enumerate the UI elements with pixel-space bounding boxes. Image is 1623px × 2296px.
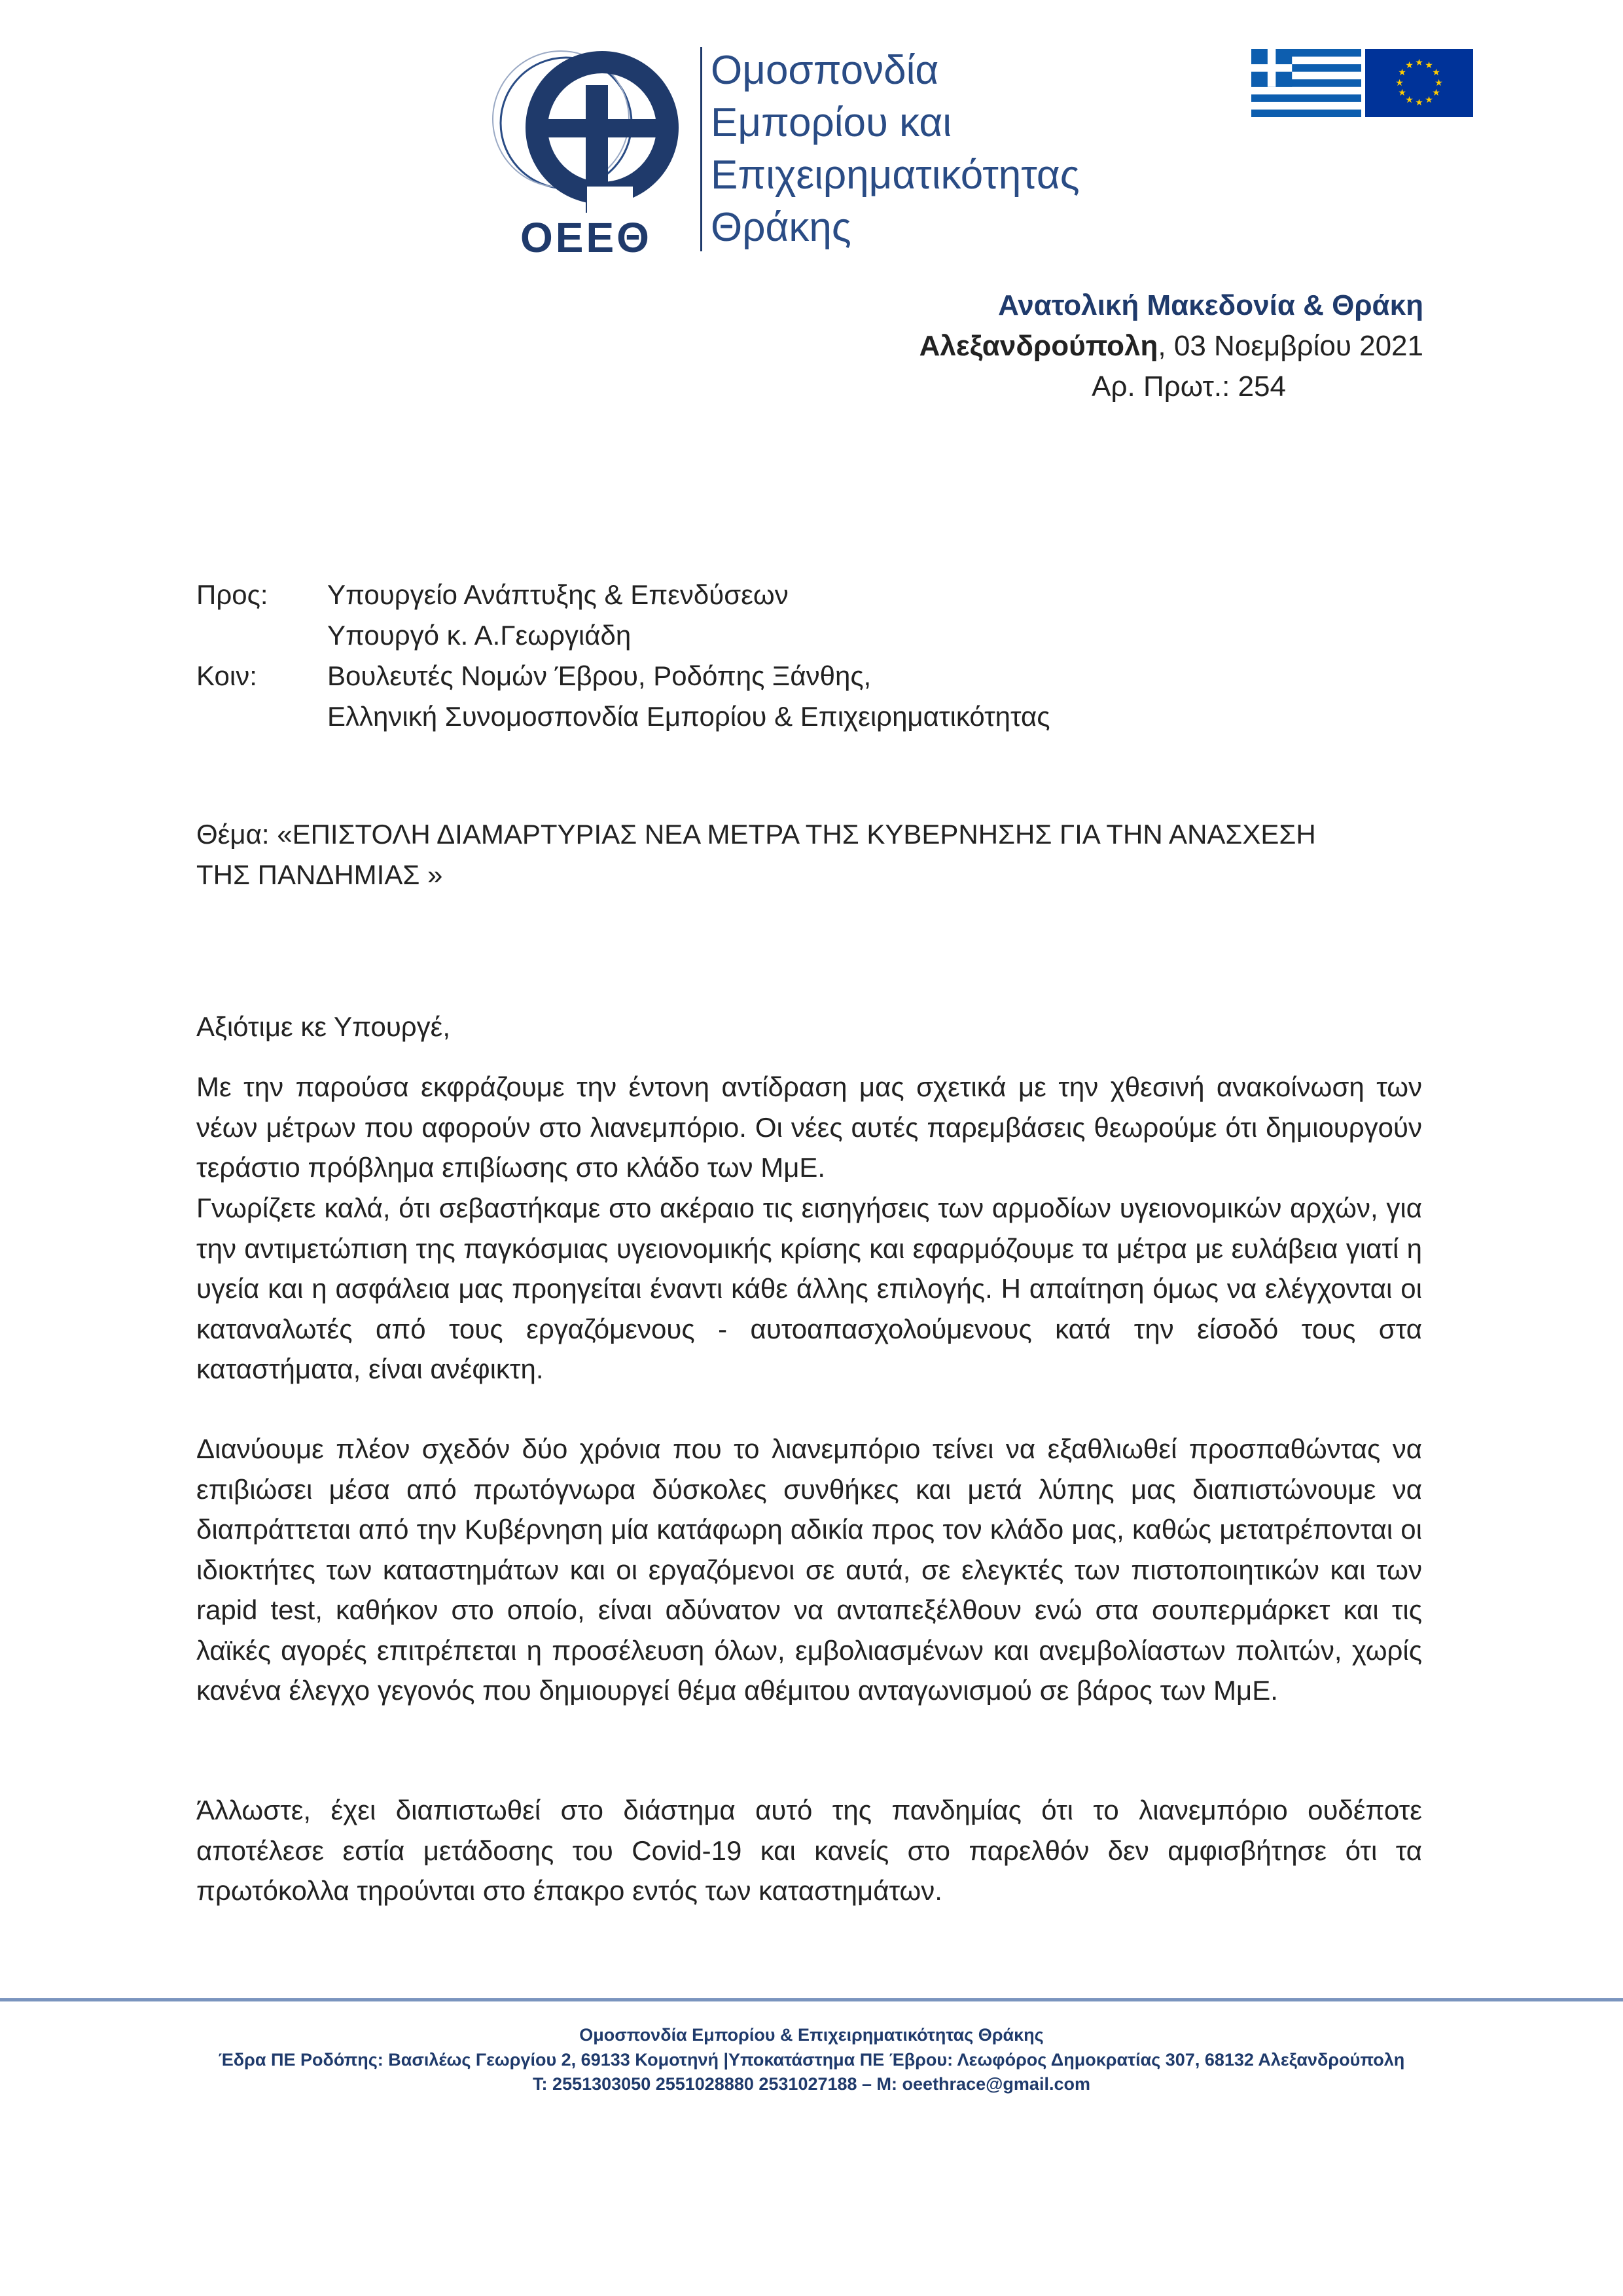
svg-text:★: ★ [1398,67,1406,78]
svg-text:★: ★ [1405,95,1414,105]
logo-acronym: ΟΕΕΘ [520,214,652,261]
footer-divider [0,1998,1623,2001]
cc-line: Ελληνική Συνομοσπονδία Εμπορίου & Επιχειρηματικότητας [327,701,1050,732]
svg-text:★: ★ [1415,58,1423,68]
svg-text:★: ★ [1425,95,1433,105]
to-line: Υπουργείο Ανάπτυξης & Επενδύσεων [327,579,789,610]
organization-name [711,45,1080,254]
letter-date: , 03 Νοεμβρίου 2021 [1158,330,1423,362]
body-paragraph: Άλλωστε, έχει διαπιστωθεί στο διάστημα αυτό της πανδημίας ότι το λιανεμπόριο ουδέποτε αποτέλεσε εστία μετάδοσης του Covid-19 και κανείς στο παρελθόν δεν αμφισβήτησε ότι τα πρωτόκολλα τηρούνται στο έπακρο εντός των καταστημάτων. [196,1795,1422,1906]
org-name-line: Ομοσπονδία [711,48,939,93]
svg-text:★: ★ [1405,60,1414,71]
org-name-line: Επιχειρηματικότητας [711,152,1080,198]
protocol-number: Αρ. Πρωτ.: 254 [1092,370,1286,403]
body-paragraph: Με την παρούσα εκφράζουμε την έντονη αντίδραση μας σχετικά με την χθεσινή ανακοίνωση των νέων μέτρων που αφορούν στο λιανεμπόριο. Οι νέες αυτές παρεμβάσεις θεωρούμε ότι δημιουργούν τεράστιο πρόβλημα επιβίωσης στο κλάδο των ΜμΕ. [196,1071,1422,1183]
salutation: Αξιότιμε κε Υπουργέ, [196,1011,451,1042]
body-paragraph: Γνωρίζετε καλά, ότι σεβαστήκαμε στο ακέραιο τις εισηγήσεις των αρμοδίων υγειονομικών αρχών, για την αντιμετώπιση της παγκόσμιας υγειονομικής κρίσης και εφαρμόζουμε τα μέτρα με ευλάβεια γιατί η υγεία και η ασφάλεια μας προηγείται έναντι κάθε άλλης επιλογής. Η απαίτηση όμως να ελέγχονται οι καταναλωτές από τους εργαζόμενους - αυτοαπασχολούμενους κατά την είσοδό τους στα καταστήματα, είναι ανέφικτη. [196,1193,1422,1384]
greek-flag-icon [1251,49,1361,117]
place-date [919,330,1423,363]
letter-subject [196,814,1427,895]
svg-text:★: ★ [1398,88,1406,98]
svg-text:★: ★ [1415,98,1423,108]
svg-text:★: ★ [1435,78,1443,88]
footer-contacts: Τ: 2551303050 2551028880 2531027188 – Μ: oeethrace@gmail.com [533,2074,1090,2094]
footer-organization: Ομοσπονδία Εμπορίου & Επιχειρηματικότητας Θράκης [579,2025,1044,2045]
org-name-line: Θράκης [711,205,851,250]
cc-line: Βουλευτές Νομών Έβρου, Ροδόπης Ξάνθης, [327,660,872,691]
eu-flag-icon [1365,49,1473,117]
to-label: Προς: [196,579,268,610]
cc-label: Κοιν: [196,660,257,691]
subject-line: Θέμα: «ΕΠΙΣΤΟΛΗ ΔΙΑΜΑΡΤΥΡΙΑΣ ΝΕΑ ΜΕΤΡΑ ΤΗΣ ΚΥΒΕΡΝΗΣΗΣ ΓΙΑ ΤΗΝ ΑΝΑΣΧΕΣΗ [196,819,1316,850]
to-line: Υπουργό κ. Α.Γεωργιάδη [327,620,632,651]
region-heading: Ανατολική Μακεδονία & Θράκη [998,289,1423,321]
body-paragraph: Διανύουμε πλέον σχεδόν δύο χρόνια που το λιανεμπόριο τείνει να εξαθλιωθεί προσπαθώντας να επιβιώσει μέσα από πρωτόγνωρα δύσκολες συνθήκες και μετά λύπης μας διαπιστώνουμε να διαπράττεται από την Κυβέρνηση μία κατάφωρη αδικία προς τον κλάδο μας, καθώς μετατρέπονται οι ιδιοκτήτες των καταστημάτων και οι εργαζόμενοι σε αυτά, σε ελεγκτές των πιστοποιητικών και των rapid test, καθήκον στο οποίο, είναι αδύνατον να ανταπεξέλθουν ενώ στα σουπερμάρκετ και τις λαϊκές αγορές επιτρέπεται η προσέλευση όλων, εμβολιασμένων και ανεμβολίαστων πολιτών, χωρίς κανένα έλεγχο γεγονός που δημιουργεί θέμα αθέμιτου ανταγωνισμού σε βάρος των ΜμΕ. [196,1433,1422,1706]
svg-text:★: ★ [1432,88,1440,98]
city: Αλεξανδρούπολη [919,330,1158,362]
organization-logo [488,46,704,262]
svg-text:★: ★ [1395,78,1404,88]
logo-divider [700,47,702,251]
svg-text:★: ★ [1425,60,1433,71]
footer-addresses: Έδρα ΠΕ Ροδόπης: Βασιλέως Γεωργίου 2, 69133 Κομοτηνή |Υποκατάστημα ΠΕ Έβρου: Λεωφόρος Δημοκρατίας 307, 68132 Αλεξανδρούπολη [218,2050,1405,2070]
subject-line: ΤΗΣ ΠΑΝΔΗΜΙΑΣ » [196,859,443,890]
org-name-line: Εμπορίου και [711,100,952,145]
logo-emblem-icon [488,46,704,262]
svg-text:★: ★ [1432,67,1440,78]
